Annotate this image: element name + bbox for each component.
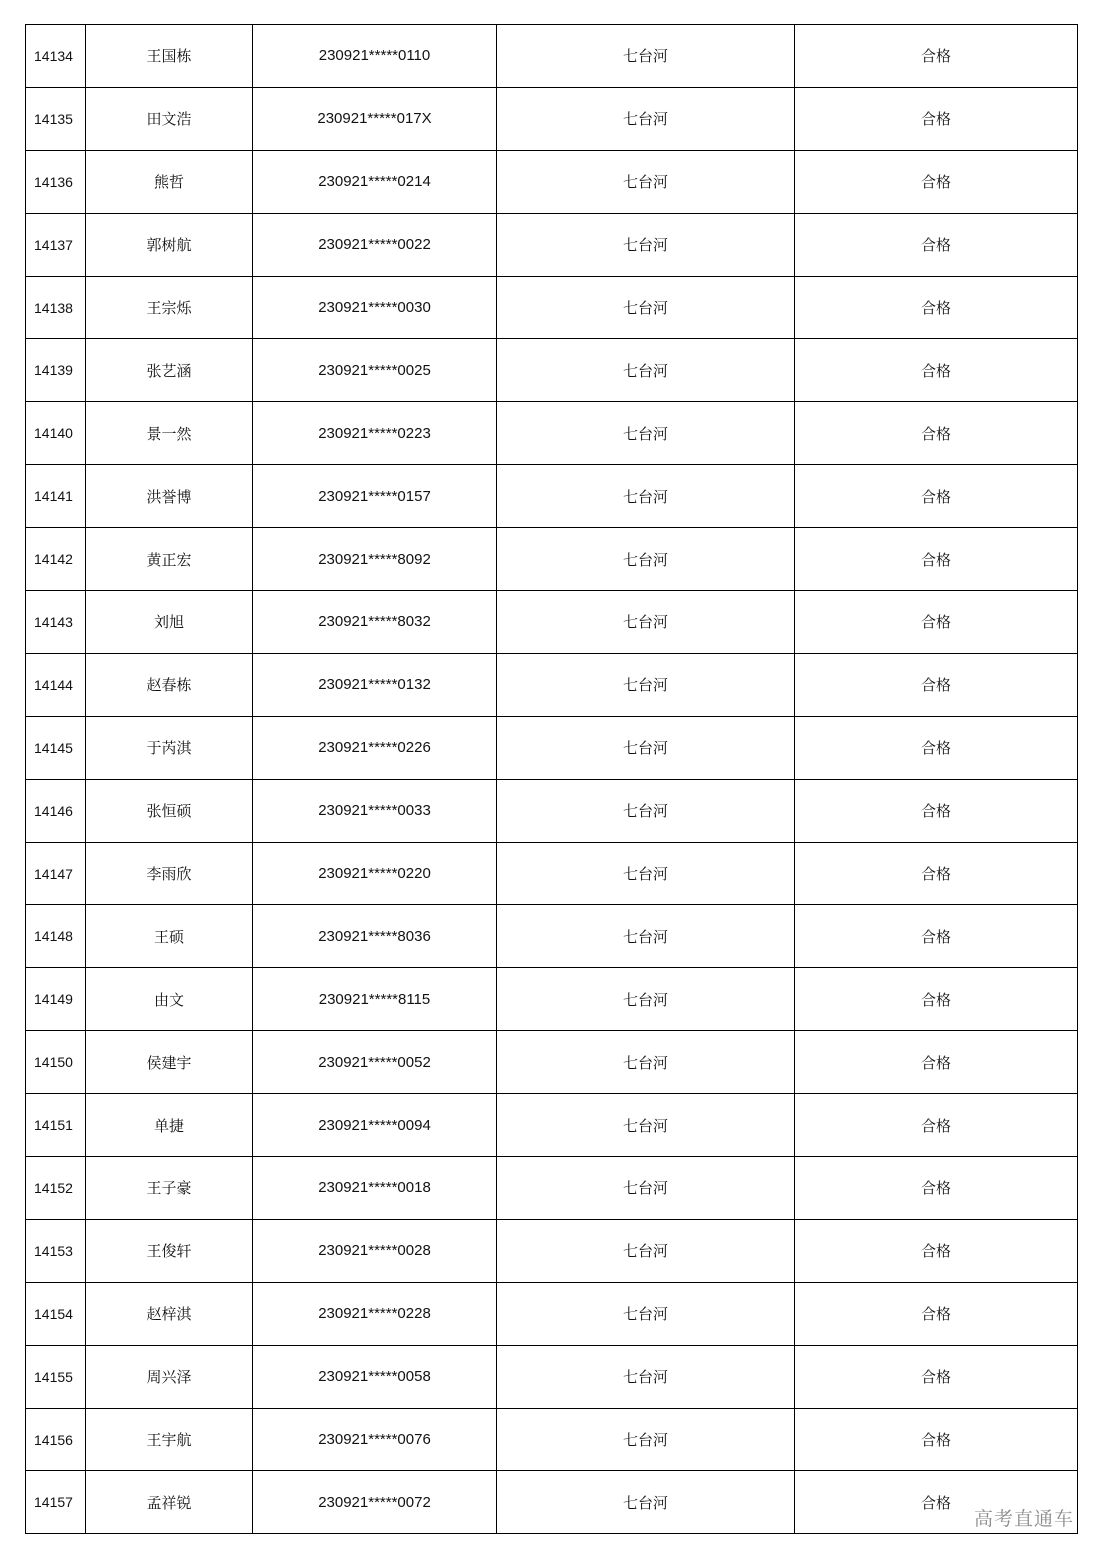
result-cell: 合格 bbox=[795, 87, 1078, 150]
table-row bbox=[26, 276, 1078, 339]
result-cell: 合格 bbox=[795, 1471, 1078, 1534]
serial-number-cell: 14145 bbox=[26, 716, 86, 779]
serial-number-cell: 14138 bbox=[26, 276, 86, 339]
location-cell: 七台河 bbox=[497, 1094, 795, 1157]
id-number-cell: 230921*****8036 bbox=[253, 905, 497, 968]
id-number-cell: 230921*****8092 bbox=[253, 528, 497, 591]
id-number-cell: 230921*****0018 bbox=[253, 1157, 497, 1220]
result-cell: 合格 bbox=[795, 653, 1078, 716]
id-number-cell: 230921*****0110 bbox=[253, 25, 497, 88]
result-cell: 合格 bbox=[795, 1031, 1078, 1094]
result-cell: 合格 bbox=[795, 1282, 1078, 1345]
location-cell: 七台河 bbox=[497, 905, 795, 968]
table-row bbox=[26, 402, 1078, 465]
result-cell: 合格 bbox=[795, 716, 1078, 779]
table-row bbox=[26, 968, 1078, 1031]
name-cell: 王宗烁 bbox=[86, 276, 253, 339]
location-cell: 七台河 bbox=[497, 402, 795, 465]
name-cell: 赵梓淇 bbox=[86, 1282, 253, 1345]
serial-number-cell: 14152 bbox=[26, 1157, 86, 1220]
name-cell: 田文浩 bbox=[86, 87, 253, 150]
id-number-cell: 230921*****0076 bbox=[253, 1408, 497, 1471]
watermark: 高考直通车 bbox=[973, 1508, 1074, 1530]
id-number-cell: 230921*****8032 bbox=[253, 591, 497, 654]
serial-number-cell: 14148 bbox=[26, 905, 86, 968]
table-row bbox=[26, 150, 1078, 213]
result-cell: 合格 bbox=[795, 779, 1078, 842]
id-number-cell: 230921*****0220 bbox=[253, 842, 497, 905]
name-cell: 孟祥锐 bbox=[86, 1471, 253, 1534]
location-cell: 七台河 bbox=[497, 213, 795, 276]
serial-number-cell: 14144 bbox=[26, 653, 86, 716]
name-cell: 王硕 bbox=[86, 905, 253, 968]
result-cell: 合格 bbox=[795, 276, 1078, 339]
table-row bbox=[26, 528, 1078, 591]
name-cell: 周兴泽 bbox=[86, 1345, 253, 1408]
serial-number-cell: 14156 bbox=[26, 1408, 86, 1471]
table-row bbox=[26, 87, 1078, 150]
serial-number-cell: 14134 bbox=[26, 25, 86, 88]
table-row bbox=[26, 1345, 1078, 1408]
name-cell: 郭树航 bbox=[86, 213, 253, 276]
location-cell: 七台河 bbox=[497, 1282, 795, 1345]
location-cell: 七台河 bbox=[497, 1471, 795, 1534]
name-cell: 黄正宏 bbox=[86, 528, 253, 591]
serial-number-cell: 14137 bbox=[26, 213, 86, 276]
id-number-cell: 230921*****0022 bbox=[253, 213, 497, 276]
location-cell: 七台河 bbox=[497, 591, 795, 654]
result-cell: 合格 bbox=[795, 528, 1078, 591]
serial-number-cell: 14150 bbox=[26, 1031, 86, 1094]
result-cell: 合格 bbox=[795, 402, 1078, 465]
result-cell: 合格 bbox=[795, 150, 1078, 213]
table-row bbox=[26, 779, 1078, 842]
name-cell: 赵春栋 bbox=[86, 653, 253, 716]
result-cell: 合格 bbox=[795, 339, 1078, 402]
location-cell: 七台河 bbox=[497, 842, 795, 905]
result-cell: 合格 bbox=[795, 1219, 1078, 1282]
id-number-cell: 230921*****0072 bbox=[253, 1471, 497, 1534]
serial-number-cell: 14146 bbox=[26, 779, 86, 842]
table-row bbox=[26, 905, 1078, 968]
table-row bbox=[26, 716, 1078, 779]
serial-number-cell: 14151 bbox=[26, 1094, 86, 1157]
location-cell: 七台河 bbox=[497, 1219, 795, 1282]
serial-number-cell: 14154 bbox=[26, 1282, 86, 1345]
serial-number-cell: 14140 bbox=[26, 402, 86, 465]
id-number-cell: 230921*****0228 bbox=[253, 1282, 497, 1345]
location-cell: 七台河 bbox=[497, 150, 795, 213]
table-row bbox=[26, 1157, 1078, 1220]
result-cell: 合格 bbox=[795, 465, 1078, 528]
location-cell: 七台河 bbox=[497, 716, 795, 779]
table-row bbox=[26, 653, 1078, 716]
result-cell: 合格 bbox=[795, 1094, 1078, 1157]
id-number-cell: 230921*****0214 bbox=[253, 150, 497, 213]
result-cell: 合格 bbox=[795, 905, 1078, 968]
id-number-cell: 230921*****0094 bbox=[253, 1094, 497, 1157]
serial-number-cell: 14153 bbox=[26, 1219, 86, 1282]
table-row bbox=[26, 25, 1078, 88]
result-cell: 合格 bbox=[795, 968, 1078, 1031]
name-cell: 王子豪 bbox=[86, 1157, 253, 1220]
location-cell: 七台河 bbox=[497, 25, 795, 88]
id-number-cell: 230921*****0033 bbox=[253, 779, 497, 842]
result-cell: 合格 bbox=[795, 25, 1078, 88]
name-cell: 刘旭 bbox=[86, 591, 253, 654]
serial-number-cell: 14143 bbox=[26, 591, 86, 654]
result-cell: 合格 bbox=[795, 1157, 1078, 1220]
results-table-body bbox=[26, 25, 1078, 1534]
result-cell: 合格 bbox=[795, 1408, 1078, 1471]
location-cell: 七台河 bbox=[497, 1157, 795, 1220]
id-number-cell: 230921*****0052 bbox=[253, 1031, 497, 1094]
result-cell: 合格 bbox=[795, 213, 1078, 276]
table-row bbox=[26, 591, 1078, 654]
serial-number-cell: 14139 bbox=[26, 339, 86, 402]
table-row bbox=[26, 339, 1078, 402]
id-number-cell: 230921*****0157 bbox=[253, 465, 497, 528]
location-cell: 七台河 bbox=[497, 1345, 795, 1408]
table-row bbox=[26, 1408, 1078, 1471]
serial-number-cell: 14142 bbox=[26, 528, 86, 591]
serial-number-cell: 14141 bbox=[26, 465, 86, 528]
serial-number-cell: 14135 bbox=[26, 87, 86, 150]
name-cell: 王宇航 bbox=[86, 1408, 253, 1471]
location-cell: 七台河 bbox=[497, 465, 795, 528]
id-number-cell: 230921*****0223 bbox=[253, 402, 497, 465]
name-cell: 张艺涵 bbox=[86, 339, 253, 402]
serial-number-cell: 14157 bbox=[26, 1471, 86, 1534]
result-cell: 合格 bbox=[795, 591, 1078, 654]
result-cell: 合格 bbox=[795, 1345, 1078, 1408]
id-number-cell: 230921*****0025 bbox=[253, 339, 497, 402]
table-row bbox=[26, 842, 1078, 905]
results-table bbox=[25, 24, 1078, 1534]
name-cell: 侯建宇 bbox=[86, 1031, 253, 1094]
name-cell: 景一然 bbox=[86, 402, 253, 465]
serial-number-cell: 14155 bbox=[26, 1345, 86, 1408]
name-cell: 于芮淇 bbox=[86, 716, 253, 779]
table-row bbox=[26, 1094, 1078, 1157]
location-cell: 七台河 bbox=[497, 653, 795, 716]
table-row bbox=[26, 1031, 1078, 1094]
location-cell: 七台河 bbox=[497, 528, 795, 591]
location-cell: 七台河 bbox=[497, 1031, 795, 1094]
table-row bbox=[26, 465, 1078, 528]
location-cell: 七台河 bbox=[497, 87, 795, 150]
name-cell: 张恒硕 bbox=[86, 779, 253, 842]
id-number-cell: 230921*****0132 bbox=[253, 653, 497, 716]
id-number-cell: 230921*****0028 bbox=[253, 1219, 497, 1282]
name-cell: 单捷 bbox=[86, 1094, 253, 1157]
id-number-cell: 230921*****8115 bbox=[253, 968, 497, 1031]
id-number-cell: 230921*****0030 bbox=[253, 276, 497, 339]
name-cell: 由文 bbox=[86, 968, 253, 1031]
table-row bbox=[26, 1219, 1078, 1282]
name-cell: 李雨欣 bbox=[86, 842, 253, 905]
location-cell: 七台河 bbox=[497, 1408, 795, 1471]
location-cell: 七台河 bbox=[497, 339, 795, 402]
name-cell: 熊哲 bbox=[86, 150, 253, 213]
location-cell: 七台河 bbox=[497, 968, 795, 1031]
table-row bbox=[26, 1282, 1078, 1345]
serial-number-cell: 14149 bbox=[26, 968, 86, 1031]
name-cell: 王国栋 bbox=[86, 25, 253, 88]
location-cell: 七台河 bbox=[497, 779, 795, 842]
id-number-cell: 230921*****017X bbox=[253, 87, 497, 150]
name-cell: 洪誉博 bbox=[86, 465, 253, 528]
location-cell: 七台河 bbox=[497, 276, 795, 339]
result-cell: 合格 bbox=[795, 842, 1078, 905]
table-row bbox=[26, 213, 1078, 276]
table-row bbox=[26, 1471, 1078, 1534]
serial-number-cell: 14147 bbox=[26, 842, 86, 905]
name-cell: 王俊轩 bbox=[86, 1219, 253, 1282]
id-number-cell: 230921*****0058 bbox=[253, 1345, 497, 1408]
id-number-cell: 230921*****0226 bbox=[253, 716, 497, 779]
serial-number-cell: 14136 bbox=[26, 150, 86, 213]
